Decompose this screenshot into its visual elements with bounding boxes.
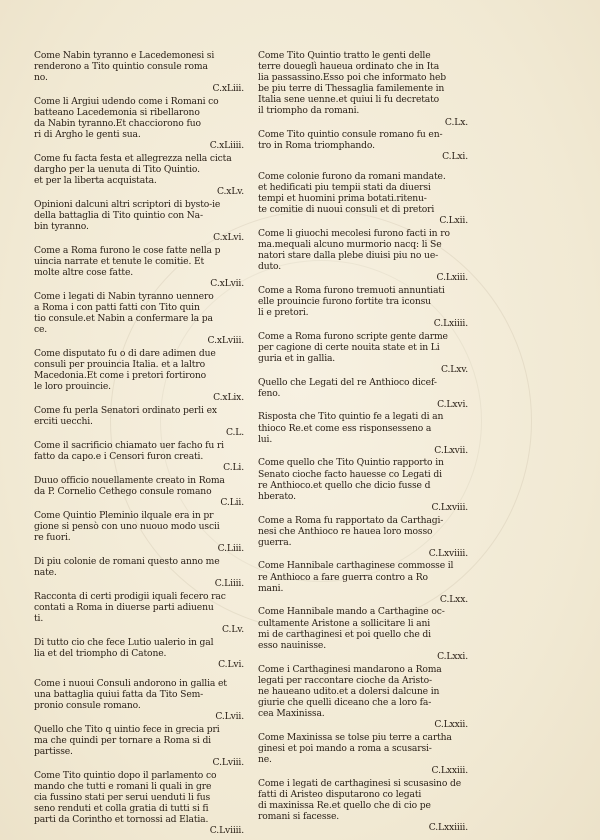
chapter-number: C.xLviii.: [207, 335, 244, 347]
chapter-entry: [258, 515, 472, 559]
chapter-number: C.Lviiii.: [209, 825, 244, 837]
chapter-number: C.Lxviii.: [431, 501, 468, 513]
entry-line: elle prouincie furono fortite tra iconsu: [258, 295, 431, 307]
entry-line: Quello che Legati del re Anthioco dicef-: [258, 376, 437, 388]
entry-line: erciti uecchi.: [34, 416, 93, 428]
chapter-entry: [34, 591, 248, 635]
entry-line: della battaglia di Tito quintio con Na-: [34, 210, 203, 222]
entry-line: Come fu facta festa et allegrezza nella cicta: [34, 153, 232, 165]
entry-line: nate.: [34, 566, 57, 578]
entry-line: re Anthioco.et quello che dicio fusse d: [258, 479, 431, 491]
entry-line: mando che tutti e romani li quali in gre: [34, 780, 212, 792]
entry-line: Come fu perla Senatori ordinato perli ex: [34, 405, 217, 417]
chapter-number: C.xLix.: [213, 392, 244, 404]
entry-line: molte altre cose fatte.: [34, 267, 134, 279]
entry-line: Come a Roma furono tremuoti annuntiati: [258, 284, 445, 296]
entry-line: Duuo officio nouellamente creato in Roma: [34, 474, 225, 486]
chapter-number: C.Lxv.: [440, 363, 468, 375]
entry-line: Racconta di certi prodigii iquali fecero rac: [34, 590, 226, 602]
entry-line: fatti di Aristeo disputarono co legati: [258, 788, 422, 800]
chapter-number: C.Lx.: [444, 116, 468, 128]
chapter-number: C.Lvi.: [218, 658, 244, 670]
left-column: [34, 50, 248, 838]
entry-line: be piu terre di Thessaglia familemente in: [258, 83, 445, 95]
chapter-number: C.Lxxiiii.: [428, 822, 468, 833]
chapter-entry: [34, 475, 248, 508]
entry-line: Come Tito Quintio tratto le genti delle: [258, 50, 431, 61]
entry-line: guria et in gallia.: [258, 352, 336, 364]
chapter-entry: [258, 331, 472, 375]
entry-line: uincia narrate et tenute le comitie. Et: [34, 256, 205, 268]
entry-line: partisse.: [34, 745, 73, 757]
entry-line: Come disputato fu o di dare adimen due: [34, 348, 216, 359]
entry-line: ne.: [258, 753, 272, 765]
chapter-entry: [258, 411, 472, 455]
chapter-number: C.Lxxii.: [434, 718, 468, 730]
entry-line: Come i legati di Nabin tyranno uennero: [34, 290, 214, 302]
chapter-number: C.xLiii.: [212, 83, 244, 95]
entry-line: Come a Roma fu rapportato da Carthagi-: [258, 514, 444, 526]
chapter-entry: [34, 96, 248, 151]
chapter-number: C.L.: [225, 427, 244, 439]
chapter-entry: [34, 678, 248, 722]
chapter-number: C.Lv.: [222, 623, 244, 635]
entry-line: Come Nabin tyranno e Lacedemonesi si: [34, 50, 215, 61]
chapter-number: C.xLv.: [216, 186, 244, 198]
entry-line: Come i nuoui Consuli andorono in gallia et: [34, 677, 227, 689]
chapter-number: C.xLvii.: [210, 278, 244, 290]
chapter-number: C.xLvi.: [213, 232, 244, 244]
entry-line: Risposta che Tito quintio fe a legati di an: [258, 411, 444, 423]
chapter-entry: [34, 724, 248, 768]
entry-line: Come Quintio Pleminio ilquale era in pr: [34, 509, 214, 521]
chapter-entry: [258, 228, 472, 283]
entry-line: fatto da capo.e i Censori furon creati.: [34, 451, 204, 463]
entry-line: Come Hannibale carthaginese commosse il: [258, 560, 454, 572]
entry-line: lui.: [258, 433, 273, 445]
entry-line: Come Tito quintio dopo il parlamento co: [34, 769, 217, 781]
entry-line: Come li giuochi mecolesi furono facti in ro: [258, 227, 450, 239]
entry-line: ne haueano udito.et a dolersi dalcune in: [258, 685, 440, 697]
entry-line: re Anthioco a fare guerra contro a Ro: [258, 571, 428, 583]
entry-line: Come il sacrificio chiamato uer facho fu ri: [34, 439, 224, 451]
chapter-number: C.Liii.: [217, 542, 244, 554]
chapter-number: C.Lii.: [220, 497, 244, 508]
chapter-number: C.Lxxi.: [437, 650, 468, 662]
entry-line: Come Hannibale mando a Carthagine oc-: [258, 606, 445, 618]
entry-line: renderono a Tito quintio consule roma: [34, 61, 208, 73]
entry-line: tempi et huomini prima botati.ritenu-: [258, 192, 427, 204]
chapter-entry: [258, 732, 472, 776]
entry-line: et hedificati piu tempii stati da diuersi: [258, 181, 431, 193]
entry-line: tio consule.et Nabin a confermare la pa: [34, 313, 213, 325]
chapter-number: C.Li.: [223, 462, 244, 474]
entry-line: natori stare dalla plebe diuisi piu no ue-: [258, 249, 439, 261]
entry-line: da Nabin tyranno.Et chacciorono fuo: [34, 118, 201, 130]
chapter-entry: [34, 50, 248, 94]
entry-line: Italia sene uenne.et quiui li fu decretato: [258, 94, 440, 106]
chapter-entry: [34, 199, 248, 243]
entry-line: Opinioni dalcuni altri scriptori di bysto-ie: [34, 199, 221, 210]
entry-line: terre doueglì haueua ordinato che in Ita: [258, 61, 440, 73]
chapter-entry: [258, 129, 472, 162]
chapter-entry: [34, 440, 248, 473]
entry-line: nesi che Anthioco re hauea loro mosso: [258, 525, 433, 537]
chapter-entry: [258, 377, 472, 410]
right-column: [258, 50, 472, 835]
entry-line: duto.: [258, 260, 282, 272]
chapter-entry: [258, 560, 472, 604]
entry-line: thioco Re.et come ess risponsesseno a: [258, 422, 432, 434]
chapter-entry: [34, 405, 248, 438]
entry-line: il triompho da romani.: [258, 105, 360, 117]
entry-line: no.: [34, 72, 48, 84]
entry-line: esso nauinisse.: [258, 639, 326, 651]
chapter-number: C.Liiii.: [214, 577, 244, 589]
entry-line: li e pretori.: [258, 306, 309, 318]
chapter-number: C.Lviii.: [212, 757, 244, 769]
entry-line: a Roma i con patti fatti con Tito quin: [34, 302, 200, 314]
entry-line: ri di Argho le genti sua.: [34, 129, 141, 141]
entry-line: seno renduti et colla gratia di tutti si fi: [34, 803, 209, 814]
entry-line: ma che quindi per tornare a Roma si di: [34, 734, 211, 746]
entry-line: re fuori.: [34, 531, 71, 543]
chapter-number: C.Lxiii.: [436, 271, 468, 283]
entry-line: tro in Roma triomphando.: [258, 140, 375, 152]
entry-line: Di piu colonie de romani questo anno me: [34, 555, 220, 567]
entry-line: lia passassino.Esso poi che informato heb: [258, 72, 446, 84]
chapter-entry: [258, 457, 472, 512]
entry-line: et per la liberta acquistata.: [34, 175, 157, 187]
entry-line: hberato.: [258, 490, 296, 502]
entry-line: Di tutto cio che fece Lutio ualerio in gal: [34, 636, 214, 648]
entry-line: Macedonia.Et come i pretori fortirono: [34, 370, 207, 382]
entry-line: ce.: [34, 324, 48, 336]
chapter-entry: [34, 245, 248, 289]
chapter-entry: [34, 770, 248, 837]
entry-line: Come quello che Tito Quintio rapporto in: [258, 457, 444, 469]
entry-line: batteano Lacedemonia si ribellarono: [34, 107, 200, 119]
entry-line: le loro prouincie.: [34, 381, 111, 393]
chapter-number: C.Lxvi.: [437, 398, 468, 410]
entry-line: Come i legati de carthaginesi si scusasino de: [258, 777, 461, 789]
entry-line: cultamente Aristone a sollicitare li ani: [258, 617, 431, 629]
chapter-number: C.Lxi.: [442, 151, 468, 163]
entry-line: consuli per prouincia Italia. et a laltro: [34, 359, 205, 371]
chapter-entry: [258, 606, 472, 661]
entry-line: Come colonie furono da romani mandate.: [258, 170, 446, 182]
chapter-entry: [34, 153, 248, 197]
chapter-number: C.Lxii.: [439, 214, 468, 226]
entry-line: cea Maxinissa.: [258, 707, 325, 719]
chapter-entry: [258, 171, 472, 226]
chapter-number: C.Lxx.: [439, 593, 468, 605]
chapter-entry: [34, 510, 248, 554]
entry-line: parti da Corintho et tornossi ad Elatia.: [34, 814, 209, 826]
entry-line: Come a Roma furono scripte gente darme: [258, 330, 448, 342]
chapter-entry: [258, 778, 472, 833]
entry-line: Come li Argiui udendo come i Romani co: [34, 95, 219, 107]
entry-line: dargho per la uenuta di Tito Quintio.: [34, 164, 200, 176]
entry-line: Come i Carthaginesi mandarono a Roma: [258, 663, 442, 675]
entry-line: pronio consule romano.: [34, 699, 141, 711]
chapter-number: C.Lxviiii.: [428, 547, 468, 559]
chapter-entry: [34, 556, 248, 589]
chapter-entry: [34, 291, 248, 346]
chapter-number: C.Lxxiii.: [431, 764, 468, 776]
entry-line: per cagione di certe nouita state et in Li: [258, 341, 440, 353]
entry-line: ginesi et poi mando a roma a scusarsi-: [258, 742, 432, 754]
chapter-number: C.xLiiii.: [209, 140, 244, 152]
entry-line: Come a Roma furono le cose fatte nella p: [34, 244, 221, 256]
entry-line: mani.: [258, 582, 284, 594]
entry-line: Quello che Tito q uintio fece in grecia pri: [34, 723, 220, 735]
entry-line: bin tyranno.: [34, 221, 89, 233]
entry-line: legati per raccontare cioche da Aristo-: [258, 674, 432, 686]
entry-line: ti.: [34, 612, 44, 624]
entry-line: gione si pensò con uno nuouo modo uscii: [34, 520, 220, 532]
chapter-entry: [34, 348, 248, 403]
entry-line: Come Maxinissa se tolse piu terre a cartha: [258, 731, 452, 743]
chapter-number: C.Lxiiii.: [433, 317, 468, 329]
entry-line: guerra.: [258, 536, 292, 548]
entry-line: romani si facesse.: [258, 810, 340, 822]
entry-line: Senato cioche facto hauesse co Legati di: [258, 468, 442, 480]
entry-line: cia fussino stati per serui uenduti li fus: [34, 791, 211, 803]
entry-line: una battaglia quiui fatta da Tito Sem-: [34, 688, 204, 700]
entry-line: lia et del triompho di Catone.: [34, 647, 167, 659]
chapter-number: C.Lvii.: [215, 711, 244, 723]
entry-line: da P. Cornelio Cethego consule romano: [34, 485, 212, 497]
chapter-entry: [258, 285, 472, 329]
entry-line: te comitie di nuoui consuli et di pretori: [258, 203, 435, 215]
entry-line: feno.: [258, 387, 281, 399]
entry-line: di maxinissa Re.et quello che di cio pe: [258, 799, 431, 811]
entry-line: ma.mequali alcuno murmorio nacq: li Se: [258, 238, 442, 250]
entry-line: contati a Roma in diuerse parti adiuenu: [34, 601, 214, 613]
chapter-entry: [34, 637, 248, 670]
entry-line: Come Tito quintio consule romano fu en-: [258, 129, 443, 141]
chapter-entry: [258, 50, 472, 128]
chapter-number: C.Lxvii.: [434, 444, 468, 456]
entry-line: giurie che quelli diceano che a loro fa-: [258, 696, 432, 708]
chapter-entry: [258, 664, 472, 731]
entry-line: mi de carthaginesi et poi quello che di: [258, 628, 431, 640]
